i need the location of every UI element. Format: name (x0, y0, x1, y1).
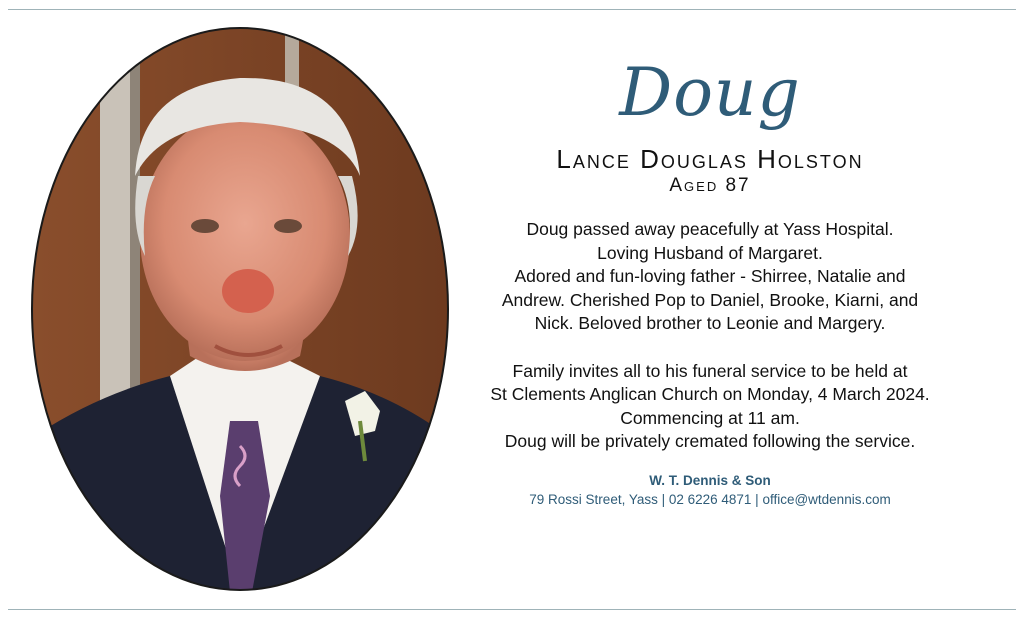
funeral-director-contact: 79 Rossi Street, Yass | 02 6226 4871 | office@wtdennis.com (529, 491, 891, 507)
tribute-line: Adored and fun-loving father - Shirree, Natalie and (514, 266, 906, 286)
nickname-heading: Doug (619, 54, 801, 131)
portrait-photo (30, 26, 450, 592)
funeral-line: Family invites all to his funeral service to be held at (512, 360, 908, 381)
full-name: Lance Douglas Holston (556, 144, 864, 174)
age: Aged 87 (669, 175, 751, 196)
obituary-text (450, 40, 970, 510)
funeral-line: Commencing at 11 am. (620, 407, 800, 428)
tribute-line: Doug passed away peacefully at Yass Hospital. (526, 219, 894, 239)
funeral-director-name: W. T. Dennis & Son (649, 472, 771, 488)
funeral-line: Doug will be privately cremated following the service. (504, 431, 916, 451)
tribute-line: Nick. Beloved brother to Leonie and Margery. (534, 313, 886, 333)
bottom-divider (8, 609, 1016, 610)
funeral-line: St Clements Anglican Church on Monday, 4 March 2024. (490, 384, 930, 404)
funeral-details-paragraph (450, 360, 970, 454)
tribute-paragraph (450, 218, 970, 336)
top-divider (8, 9, 1016, 10)
tribute-line: Loving Husband of Margaret. (597, 242, 823, 263)
tribute-line: Andrew. Cherished Pop to Daniel, Brooke, Kiarni, and (501, 289, 919, 310)
